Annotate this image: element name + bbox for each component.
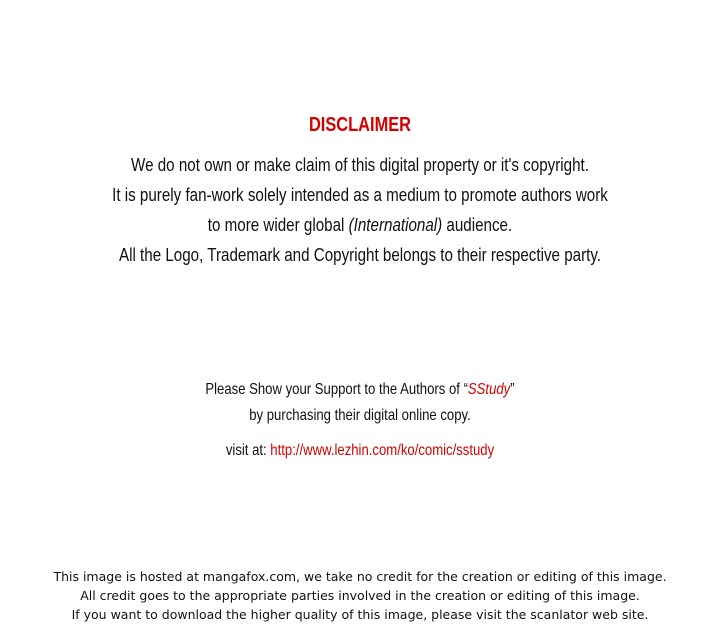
disclaimer-title: DISCLAIMER [308,114,412,136]
support-line-1 [65,377,655,403]
hosting-note-line-2: All credit goes to the appropriate parties involved in the creation or editing of this image. [80,588,640,603]
support-section [0,377,720,429]
hosting-note [0,567,720,624]
support-line-2: by purchasing their digital online copy. [249,407,471,424]
comic-title: SStudy [467,381,511,398]
hosting-note-line-1: This image is hosted at mangafox.com, we take no credit for the creation or editing of this image. [53,569,667,584]
disclaimer-line-3-italic: (International) [348,214,443,235]
support-line-1-suffix: ” [510,381,515,398]
disclaimer-line-3 [65,210,655,240]
visit-section [0,440,720,462]
disclaimer-line-1: We do not own or make claim of this digital property or it's copyright. [131,154,589,175]
disclaimer-line-3-suffix: audience. [442,214,513,235]
hosting-note-line-3: If you want to download the higher quality of this image, please visit the scanlator web site. [71,607,649,622]
purchase-link[interactable]: http://www.lezhin.com/ko/comic/sstudy [270,442,495,459]
disclaimer-line-2: It is purely fan-work solely intended as a medium to promote authors work [112,184,608,205]
disclaimer-line-4: All the Logo, Trademark and Copyright belongs to their respective party. [118,244,602,265]
visit-line [65,440,655,462]
disclaimer-body [0,150,720,270]
support-line-1-prefix: Please Show your Support to the Authors of “ [205,381,468,398]
disclaimer-line-3-prefix: to more wider global [207,214,349,235]
visit-label: visit at: [225,442,271,459]
